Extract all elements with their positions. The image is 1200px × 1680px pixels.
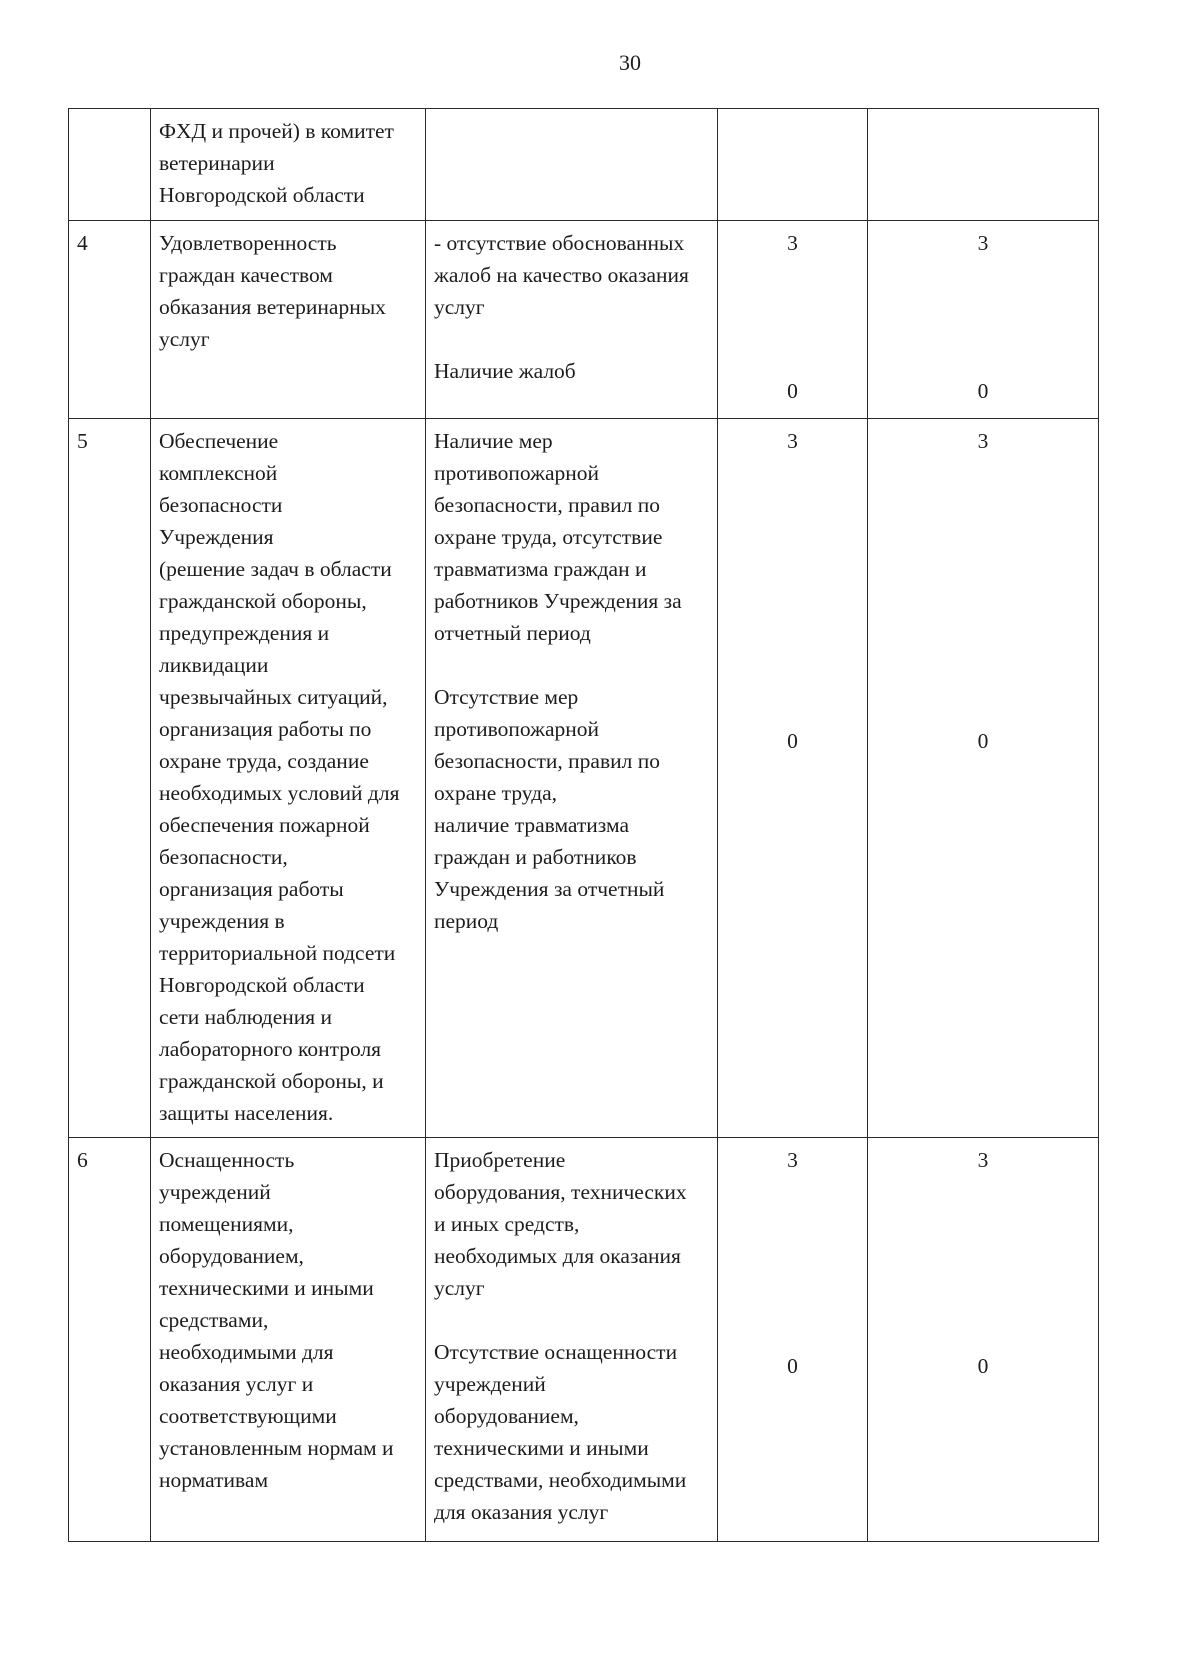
- indicator-negative-line: оборудованием,: [434, 1404, 579, 1428]
- row-number: [69, 109, 151, 221]
- indicator-positive-line: работников Учреждения за: [434, 589, 682, 613]
- criterion-line: Оснащенность: [159, 1148, 295, 1172]
- score-negative: 0: [787, 729, 798, 753]
- row-number: 4: [69, 221, 151, 419]
- criterion-line: Обеспечение: [159, 429, 279, 453]
- indicator-positive-line: Приобретение: [434, 1148, 566, 1172]
- criterion-line: обказания ветеринарных: [159, 295, 386, 319]
- indicator-negative-line: наличие травматизма: [434, 813, 629, 837]
- indicator-positive-line: отчетный период: [434, 621, 591, 645]
- indicator-positive-line: жалоб на качество оказания: [434, 263, 689, 287]
- indicator-positive-line: противопожарной: [434, 461, 600, 485]
- score-cell-a: [718, 1138, 868, 1542]
- criterion-line: помещениями,: [159, 1212, 294, 1236]
- table-row: [69, 109, 1099, 221]
- score-negative: 0: [977, 729, 989, 753]
- criterion-line: (решение задач в области: [159, 557, 392, 581]
- criterion-line: услуг: [159, 327, 210, 351]
- criterion-line: предупреждения и: [159, 621, 330, 645]
- indicator-negative-line: граждан и работников: [434, 845, 637, 869]
- score-cell-a: [718, 109, 868, 221]
- indicator-positive-line: оборудования, технических: [434, 1180, 687, 1204]
- indicator-negative-line: учреждений: [434, 1372, 546, 1396]
- indicator-positive-line: необходимых для оказания: [434, 1244, 681, 1268]
- indicator-positive-line: травматизма граждан и: [434, 557, 647, 581]
- paragraph-gap: [434, 1304, 709, 1336]
- indicator-negative-line: Отсутствие мер: [434, 685, 579, 709]
- score-positive: 3: [977, 1148, 989, 1172]
- row-number: 6: [69, 1138, 151, 1542]
- criterion-line: организация работы: [159, 877, 344, 901]
- paragraph-gap: [434, 323, 709, 355]
- table-row: [69, 419, 1099, 1138]
- criterion-line: безопасности: [159, 493, 283, 517]
- indicator-negative-line: период: [434, 909, 499, 933]
- indicator-positive-line: Наличие мер: [434, 429, 553, 453]
- criterion-line: ветеринарии: [159, 151, 275, 175]
- table-row: [69, 221, 1099, 419]
- row-number: 5: [69, 419, 151, 1138]
- indicator-cell: [426, 1138, 718, 1542]
- score-positive: 3: [787, 1148, 798, 1172]
- score-positive: 3: [787, 429, 798, 453]
- page-number: 30: [619, 50, 641, 75]
- criterion-line: защиты населения.: [159, 1101, 334, 1125]
- table-row: [69, 1138, 1099, 1542]
- criterion-line: ФХД и прочей) в комитет: [159, 119, 394, 143]
- paragraph-gap: [434, 649, 709, 681]
- criterion-line: Новгородской области: [159, 973, 365, 997]
- indicator-cell: [426, 221, 718, 419]
- criterion-line: граждан качеством: [159, 263, 333, 287]
- criterion-line: гражданской обороны, и: [159, 1069, 384, 1093]
- score-cell-b: [868, 419, 1099, 1138]
- indicator-negative-line: для оказания услуг: [434, 1500, 609, 1524]
- score-cell-b: [868, 221, 1099, 419]
- criterion-cell: [151, 109, 426, 221]
- score-negative: 0: [787, 379, 798, 403]
- criterion-cell: [151, 419, 426, 1138]
- criterion-line: гражданской обороны,: [159, 589, 367, 613]
- criterion-line: нормативам: [159, 1468, 269, 1492]
- criterion-line: средствами,: [159, 1308, 269, 1332]
- criterion-line: территориальной подсети: [159, 941, 396, 965]
- criterion-line: безопасности,: [159, 845, 288, 869]
- indicator-positive-line: и иных средств,: [434, 1212, 580, 1236]
- criterion-line: оборудованием,: [159, 1244, 304, 1268]
- criterion-line: чрезвычайных ситуаций,: [159, 685, 388, 709]
- score-cell-a: [718, 419, 868, 1138]
- criterion-line: Новгородской области: [159, 183, 365, 207]
- score-negative: 0: [977, 1354, 989, 1378]
- indicator-cell: [426, 419, 718, 1138]
- indicator-negative-line: Наличие жалоб: [434, 359, 576, 383]
- criterion-cell: [151, 221, 426, 419]
- indicator-negative-line: средствами, необходимыми: [434, 1468, 687, 1492]
- score-cell-a: [718, 221, 868, 419]
- indicator-negative-line: Учреждения за отчетный: [434, 877, 665, 901]
- criteria-table: [68, 108, 1099, 1542]
- criterion-line: охране труда, создание: [159, 749, 369, 773]
- criterion-line: соответствующими: [159, 1404, 337, 1428]
- score-negative: 0: [977, 379, 989, 403]
- criterion-line: организация работы по: [159, 717, 372, 741]
- criterion-line: техническими и иными: [159, 1276, 374, 1300]
- score-positive: 3: [977, 429, 989, 453]
- criterion-line: лабораторного контроля: [159, 1037, 382, 1061]
- score-cell-b: [868, 1138, 1099, 1542]
- indicator-negative-line: противопожарной: [434, 717, 600, 741]
- criterion-line: ликвидации: [159, 653, 269, 677]
- indicator-negative-line: охране труда,: [434, 781, 558, 805]
- indicator-cell: [426, 109, 718, 221]
- criterion-line: установленным нормам и: [159, 1436, 394, 1460]
- criterion-line: Удовлетворенность: [159, 231, 337, 255]
- criterion-line: учреждений: [159, 1180, 271, 1204]
- criterion-line: сети наблюдения и: [159, 1005, 333, 1029]
- criterion-line: комплексной: [159, 461, 278, 485]
- indicator-positive-line: безопасности, правил по: [434, 493, 660, 517]
- indicator-positive-line: - отсутствие обоснованных: [434, 231, 685, 255]
- score-positive: 3: [977, 231, 989, 255]
- criterion-line: необходимыми для: [159, 1340, 334, 1364]
- criterion-cell: [151, 1138, 426, 1542]
- score-cell-b: [868, 109, 1099, 221]
- criterion-line: оказания услуг и: [159, 1372, 314, 1396]
- indicator-positive-line: услуг: [434, 295, 485, 319]
- criterion-line: Учреждения: [159, 525, 274, 549]
- criterion-line: необходимых условий для: [159, 781, 400, 805]
- indicator-negative-line: безопасности, правил по: [434, 749, 660, 773]
- criterion-line: обеспечения пожарной: [159, 813, 370, 837]
- indicator-positive-line: услуг: [434, 1276, 485, 1300]
- indicator-negative-line: Отсутствие оснащенности: [434, 1340, 678, 1364]
- score-negative: 0: [787, 1354, 798, 1378]
- criterion-line: учреждения в: [159, 909, 285, 933]
- indicator-negative-line: техническими и иными: [434, 1436, 649, 1460]
- indicator-positive-line: охране труда, отсутствие: [434, 525, 663, 549]
- score-positive: 3: [787, 231, 798, 255]
